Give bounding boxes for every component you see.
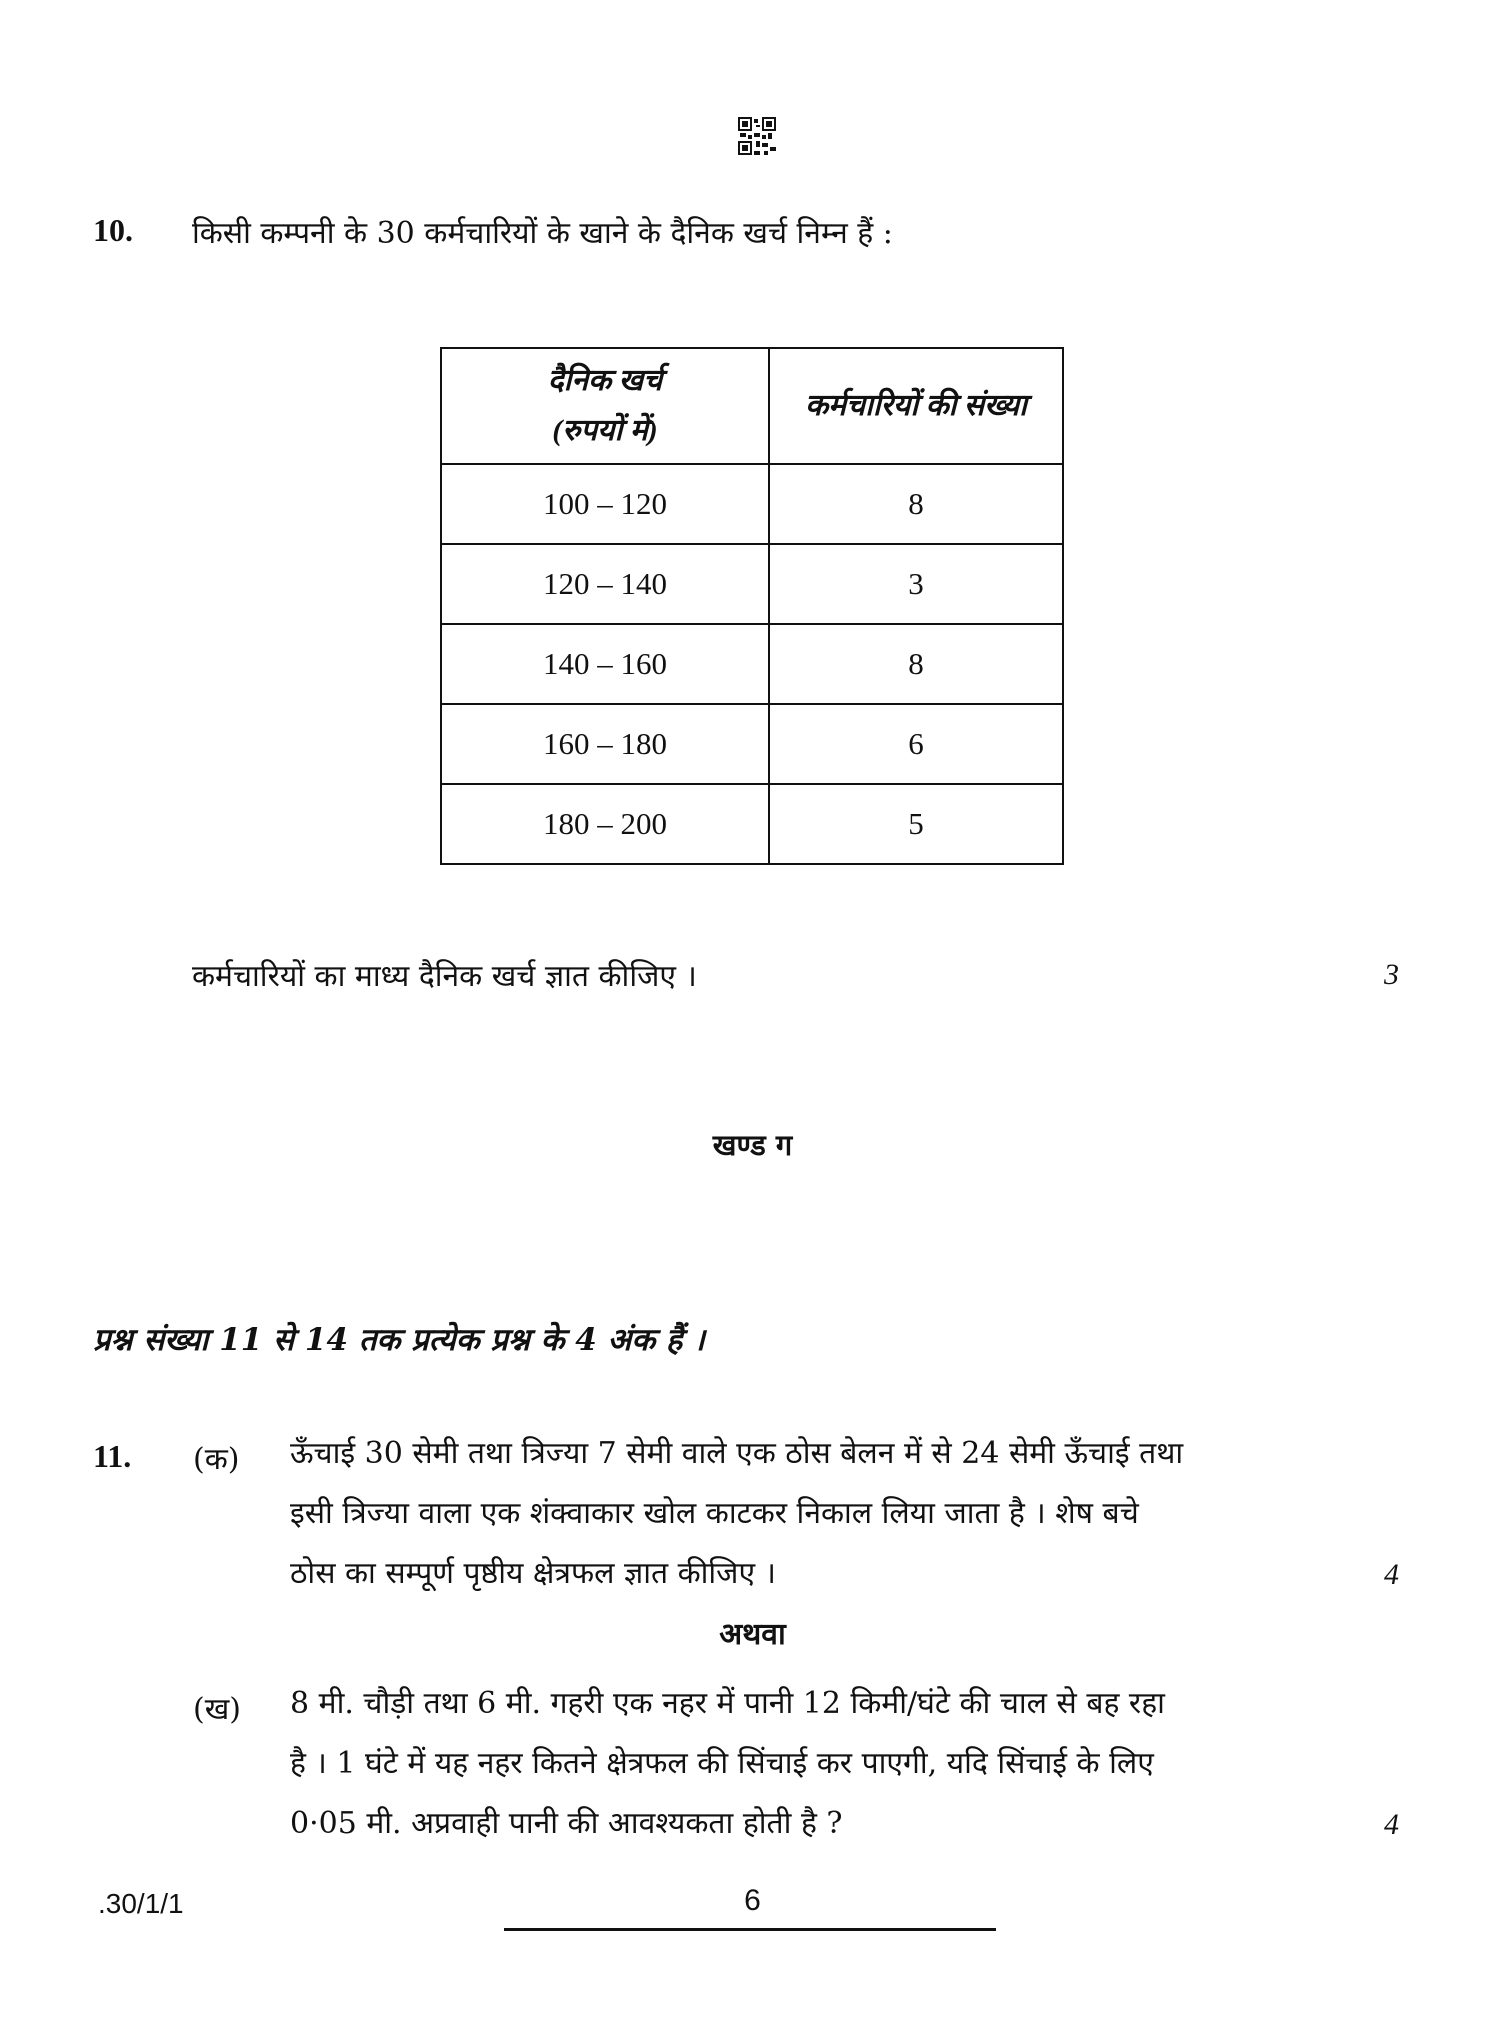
expense-range: 100 – 120 bbox=[441, 464, 769, 544]
question-11a-marks: 4 bbox=[1384, 1558, 1399, 1591]
question-11a-text bbox=[290, 1424, 1330, 1604]
employee-count: 5 bbox=[769, 784, 1063, 864]
expense-range: 180 – 200 bbox=[441, 784, 769, 864]
question-11b-marks: 4 bbox=[1384, 1808, 1399, 1841]
table-header-row bbox=[441, 348, 1063, 464]
employee-count: 3 bbox=[769, 544, 1063, 624]
question-11b-label: (ख) bbox=[193, 1692, 241, 1727]
question-10-number: 10. bbox=[93, 212, 133, 248]
expense-range: 160 – 180 bbox=[441, 704, 769, 784]
or-label: अथवा bbox=[719, 1617, 786, 1652]
header-daily-expense bbox=[441, 348, 769, 464]
header-daily-expense-line1: दैनिक खर्च bbox=[547, 364, 663, 397]
employee-count: 8 bbox=[769, 624, 1063, 704]
expense-range: 120 – 140 bbox=[441, 544, 769, 624]
question-11a-label: (क) bbox=[193, 1442, 240, 1477]
expense-range: 140 – 160 bbox=[441, 624, 769, 704]
question-11b-text bbox=[290, 1674, 1330, 1854]
expense-table bbox=[440, 347, 1064, 865]
question-11a-line: इसी त्रिज्या वाला एक शंक्वाकार खोल काटकर निकाल लिया जाता है । शेष बचे bbox=[290, 1496, 1139, 1531]
question-11a-line: ठोस का सम्पूर्ण पृष्ठीय क्षेत्रफल ज्ञात कीजिए । bbox=[290, 1556, 776, 1591]
question-11a-line: ऊँचाई 30 सेमी तथा त्रिज्या 7 सेमी वाले एक ठोस बेलन में से 24 सेमी ऊँचाई तथा bbox=[290, 1436, 1184, 1471]
page-number: 6 bbox=[744, 1884, 761, 1917]
paper-code: .30/1/1 bbox=[98, 1888, 184, 1919]
employee-count: 8 bbox=[769, 464, 1063, 544]
header-daily-expense-line2: (रुपयों में) bbox=[552, 414, 658, 447]
qr-code-icon bbox=[738, 117, 776, 155]
question-11b-line: 0·05 मी. अप्रवाही पानी की आवश्यकता होती है ? bbox=[290, 1806, 843, 1841]
table-row bbox=[441, 624, 1063, 704]
section-title: खण्ड ग bbox=[712, 1128, 793, 1162]
question-10-text: किसी कम्पनी के 30 कर्मचारियों के खाने के दैनिक खर्च निम्न हैं : bbox=[192, 216, 893, 251]
question-10-marks: 3 bbox=[1384, 958, 1399, 991]
header-employee-count: कर्मचारियों की संख्या bbox=[769, 348, 1063, 464]
question-11-number: 11. bbox=[93, 1438, 132, 1474]
table-row bbox=[441, 544, 1063, 624]
table-row bbox=[441, 464, 1063, 544]
table-row bbox=[441, 784, 1063, 864]
employee-count: 6 bbox=[769, 704, 1063, 784]
question-11b-line: 8 मी. चौड़ी तथा 6 मी. गहरी एक नहर में पानी 12 किमी/घंटे की चाल से बह रहा bbox=[290, 1686, 1165, 1721]
table-row bbox=[441, 704, 1063, 784]
footer-rule bbox=[504, 1928, 996, 1931]
question-11b-line: है । 1 घंटे में यह नहर कितने क्षेत्रफल की सिंचाई कर पाएगी, यदि सिंचाई के लिए bbox=[290, 1746, 1154, 1781]
section-instruction: प्रश्न संख्या 11 से 14 तक प्रत्येक प्रश्न के 4 अंक हैं । bbox=[93, 1322, 705, 1358]
question-10-ask: कर्मचारियों का माध्य दैनिक खर्च ज्ञात कीजिए । bbox=[192, 959, 697, 994]
